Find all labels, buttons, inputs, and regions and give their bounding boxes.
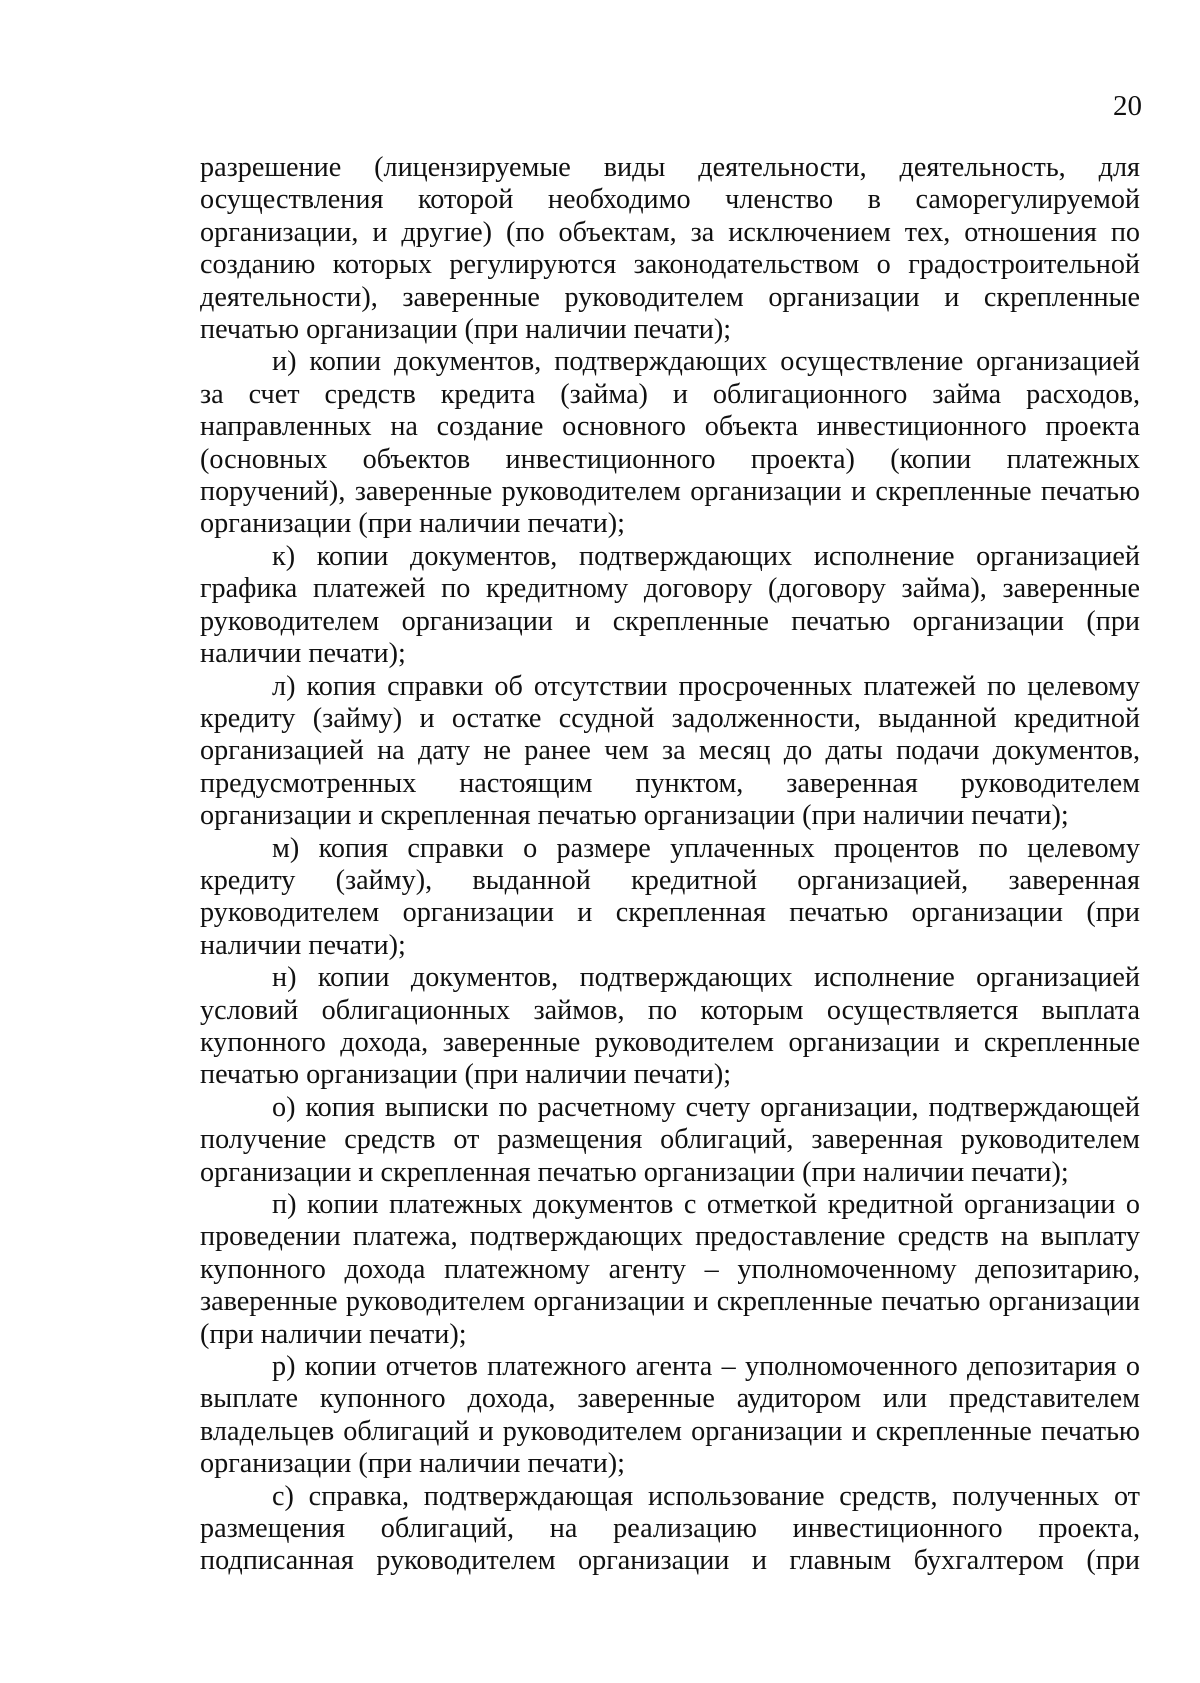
paragraph-item-p: п) копии платежных документов с отметкой кредитной организации о проведении платежа, подтверждающих предоставление средств на выплату купонного дохода платежному агенту – уполномоченному депозитарию, заверенные руководителем организации и скрепленные печатью организации (при наличии печати); bbox=[200, 1189, 1140, 1350]
paragraph-item-r: р) копии отчетов платежного агента – уполномоченного депозитария о выплате купонного дохода, заверенные аудитором или представителем владельцев облигаций и руководителем организации и скрепленные печатью организации (при наличии печати); bbox=[200, 1351, 1140, 1480]
paragraph-item-n: н) копии документов, подтверждающих исполнение организацией условий облигационных займов, по которым осуществляется выплата купонного дохода, заверенные руководителем организации и скрепленные печатью организации (при наличии печати); bbox=[200, 962, 1140, 1091]
paragraph-item-k: к) копии документов, подтверждающих исполнение организацией графика платежей по кредитному договору (договору займа), заверенные руководителем организации и скрепленные печатью организации (при наличии печати); bbox=[200, 540, 1140, 670]
paragraph-item-o: о) копия выписки по расчетному счету организации, подтверждающей получение средств от размещения облигаций, заверенная руководителем организации и скрепленная печатью организации (при наличии печати); bbox=[200, 1091, 1140, 1188]
paragraph-item-l: л) копия справки об отсутствии просроченных платежей по целевому кредиту (займу) и остатке ссудной задолженности, выданной кредитной организацией на дату не ранее чем за месяц до даты подачи документов, предусмотренных настоящим пунктом, заверенная руководителем организации и скрепленная печатью организации (при наличии печати); bbox=[200, 670, 1140, 832]
document-body bbox=[200, 152, 1140, 1578]
paragraph-continuation: разрешение (лицензируемые виды деятельности, деятельность, для осуществления которой необходимо членство в саморегулируемой организации, и другие) (по объектам, за исключением тех, отношения по созданию которых регулируются законодательством о градостроительной деятельности), заверенные руководителем организации и скрепленные печатью организации (при наличии печати); bbox=[200, 152, 1140, 346]
paragraph-item-i: и) копии документов, подтверждающих осуществление организацией за счет средств кредита (займа) и облигационного займа расходов, направленных на создание основного объекта инвестиционного проекта (основных объектов инвестиционного проекта) (копии платежных поручений), заверенные руководителем организации и скрепленные печатью организации (при наличии печати); bbox=[200, 346, 1140, 540]
paragraph-item-m: м) копия справки о размере уплаченных процентов по целевому кредиту (займу), выданной кредитной организацией, заверенная руководителем организации и скрепленная печатью организации (при наличии печати); bbox=[200, 832, 1140, 961]
paragraph-item-s: с) справка, подтверждающая использование средств, полученных от размещения облигаций, на реализацию инвестиционного проекта, подписанная руководителем организации и главным бухгалтером (при bbox=[200, 1480, 1140, 1577]
page-number: 20 bbox=[1113, 90, 1142, 122]
